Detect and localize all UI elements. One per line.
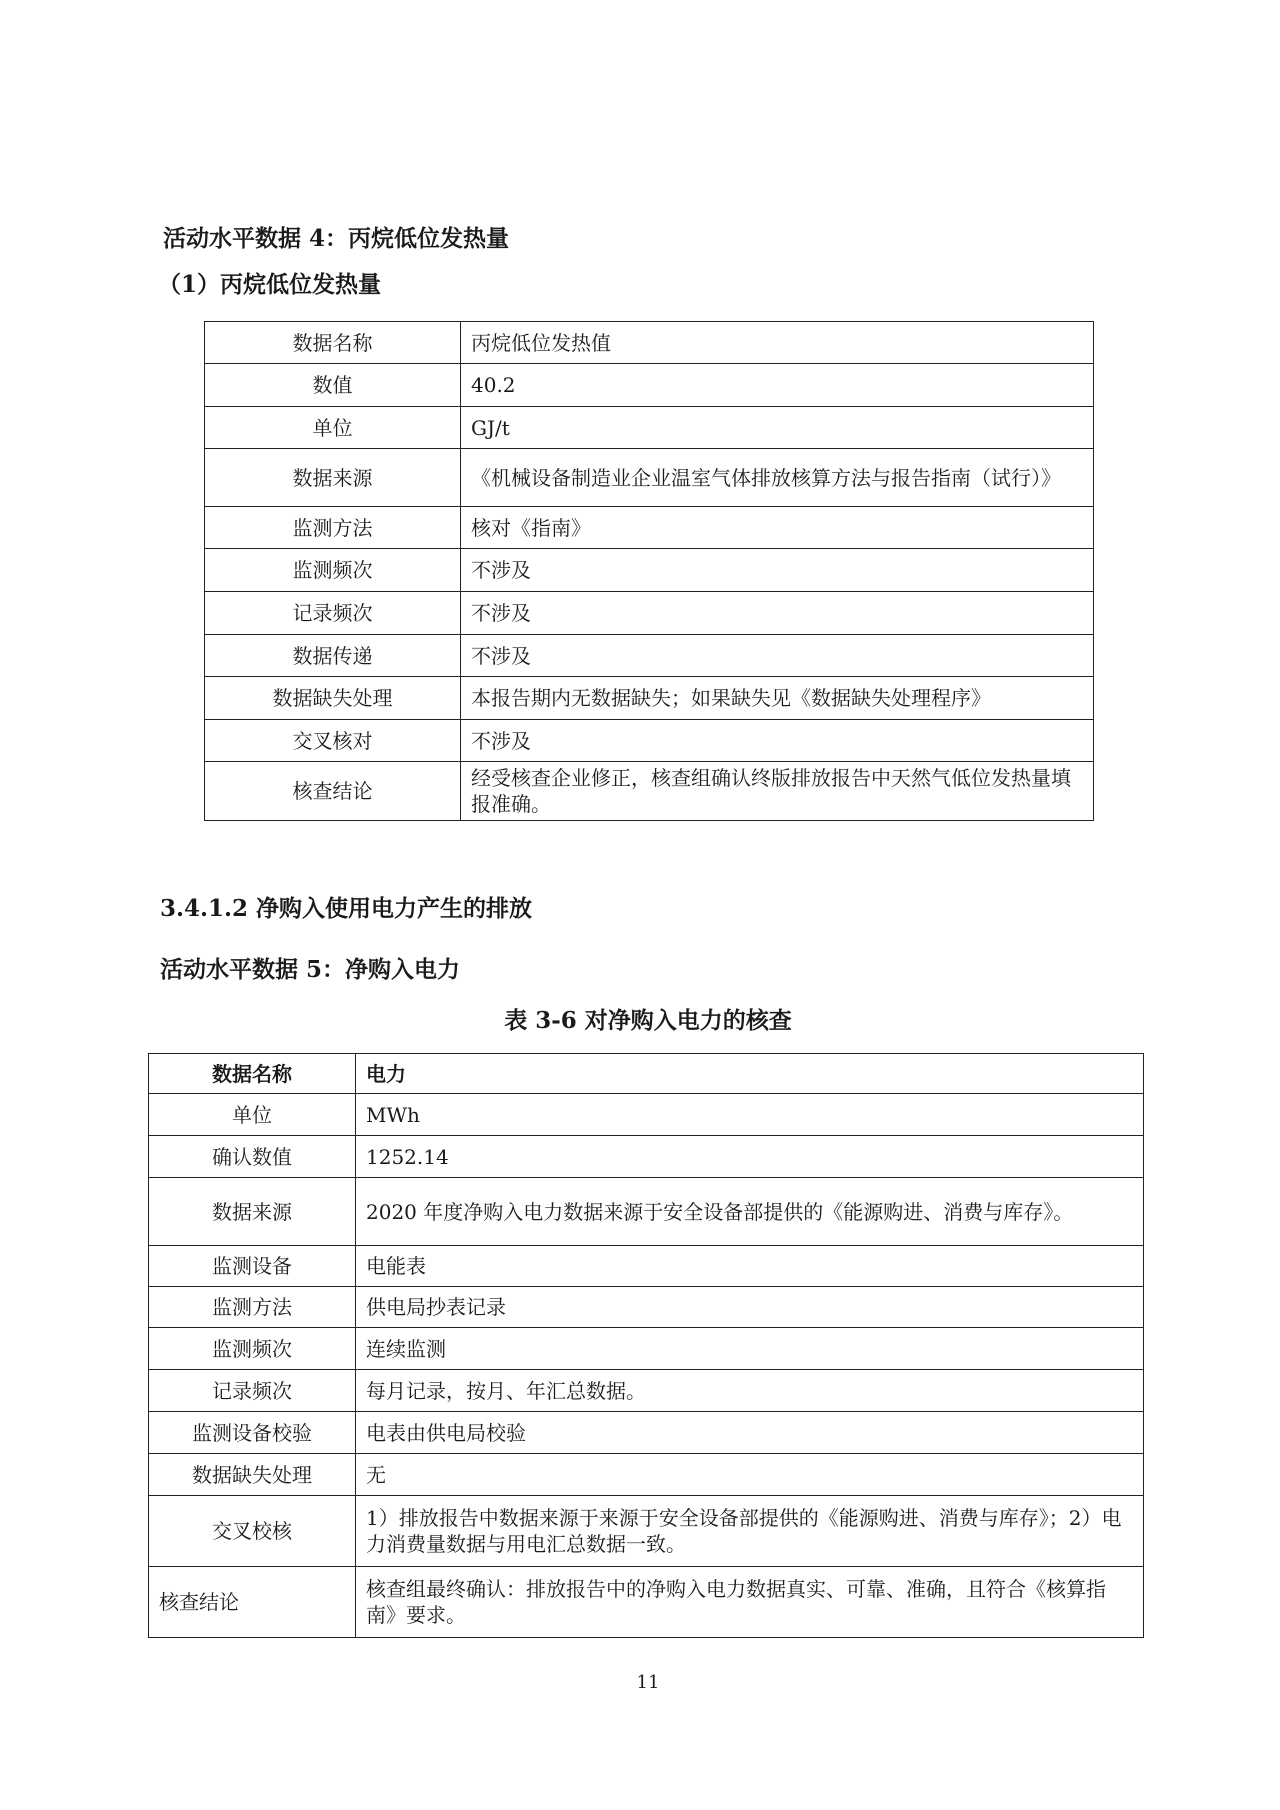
table-row bbox=[205, 322, 1094, 364]
table-row bbox=[149, 1328, 1144, 1370]
row-label: 单位 bbox=[149, 1094, 356, 1136]
row-value: 供电局抄表记录 bbox=[356, 1287, 1144, 1328]
row-label: 数据来源 bbox=[205, 449, 461, 507]
row-label: 监测频次 bbox=[149, 1328, 356, 1370]
table-caption: 表 3-6 对净购入电力的核查 bbox=[504, 1007, 792, 1034]
table-row bbox=[205, 364, 1094, 407]
row-value: 核查组最终确认：排放报告中的净购入电力数据真实、可靠、准确，且符合《核算指南》要求。 bbox=[356, 1567, 1144, 1638]
section-heading-activity-5: 活动水平数据 5：净购入电力 bbox=[160, 956, 461, 983]
row-label: 确认数值 bbox=[149, 1136, 356, 1178]
table-row bbox=[149, 1178, 1144, 1246]
row-label: 记录频次 bbox=[205, 592, 461, 635]
row-label: 数据缺失处理 bbox=[149, 1454, 356, 1496]
row-label: 核查结论 bbox=[205, 762, 461, 821]
table-row bbox=[205, 507, 1094, 549]
page-number: 11 bbox=[636, 1672, 660, 1693]
row-label: 数据名称 bbox=[205, 322, 461, 364]
table-row bbox=[149, 1287, 1144, 1328]
row-label: 数值 bbox=[205, 364, 461, 407]
table-row bbox=[205, 635, 1094, 677]
row-value: 经受核查企业修正，核查组确认终版排放报告中天然气低位发热量填报准确。 bbox=[461, 762, 1094, 821]
row-label: 数据名称 bbox=[149, 1054, 356, 1094]
row-label: 监测方法 bbox=[205, 507, 461, 549]
row-value: 无 bbox=[356, 1454, 1144, 1496]
row-value: 1252.14 bbox=[356, 1136, 1144, 1178]
table-row bbox=[205, 592, 1094, 635]
propane-heat-value-table bbox=[204, 321, 1094, 821]
row-label: 交叉校核 bbox=[149, 1496, 356, 1567]
row-value: 《机械设备制造业企业温室气体排放核算方法与报告指南（试行）》 bbox=[461, 449, 1094, 507]
row-value: 电表由供电局校验 bbox=[356, 1412, 1144, 1454]
table-row bbox=[149, 1246, 1144, 1287]
row-value: 核对《指南》 bbox=[461, 507, 1094, 549]
section-heading-3-4-1-2: 3.4.1.2 净购入使用电力产生的排放 bbox=[160, 895, 533, 922]
row-value: 不涉及 bbox=[461, 635, 1094, 677]
row-label: 数据传递 bbox=[205, 635, 461, 677]
row-value: GJ/t bbox=[461, 407, 1094, 449]
table-row bbox=[149, 1412, 1144, 1454]
row-value: 不涉及 bbox=[461, 549, 1094, 592]
row-value: 不涉及 bbox=[461, 592, 1094, 635]
table-row bbox=[149, 1454, 1144, 1496]
row-value: 1）排放报告中数据来源于来源于安全设备部提供的《能源购进、消费与库存》；2）电力消费量数据与用电汇总数据一致。 bbox=[356, 1496, 1144, 1567]
row-value: 2020 年度净购入电力数据来源于安全设备部提供的《能源购进、消费与库存》。 bbox=[356, 1178, 1144, 1246]
table-row bbox=[149, 1136, 1144, 1178]
table-row bbox=[205, 449, 1094, 507]
row-label: 数据缺失处理 bbox=[205, 677, 461, 720]
table-row bbox=[149, 1567, 1144, 1638]
row-value: 40.2 bbox=[461, 364, 1094, 407]
table-row bbox=[205, 549, 1094, 592]
net-purchased-electricity-table bbox=[148, 1053, 1144, 1638]
table-row bbox=[205, 677, 1094, 720]
row-label: 监测设备 bbox=[149, 1246, 356, 1287]
row-value: 不涉及 bbox=[461, 720, 1094, 762]
table-row bbox=[149, 1370, 1144, 1412]
row-label: 监测方法 bbox=[149, 1287, 356, 1328]
row-value: 连续监测 bbox=[356, 1328, 1144, 1370]
row-value: 丙烷低位发热值 bbox=[461, 322, 1094, 364]
table-row bbox=[205, 407, 1094, 449]
row-label: 核查结论 bbox=[149, 1567, 356, 1638]
row-label: 监测频次 bbox=[205, 549, 461, 592]
row-value: MWh bbox=[356, 1094, 1144, 1136]
row-value: 电力 bbox=[356, 1054, 1144, 1094]
section-heading-activity-4: 活动水平数据 4：丙烷低位发热量 bbox=[163, 225, 510, 252]
row-value: 每月记录，按月、年汇总数据。 bbox=[356, 1370, 1144, 1412]
table-row bbox=[205, 762, 1094, 821]
table-row bbox=[149, 1496, 1144, 1567]
row-value: 本报告期内无数据缺失；如果缺失见《数据缺失处理程序》 bbox=[461, 677, 1094, 720]
subheading-propane: （1）丙烷低位发热量 bbox=[158, 271, 382, 298]
row-label: 监测设备校验 bbox=[149, 1412, 356, 1454]
row-label: 数据来源 bbox=[149, 1178, 356, 1246]
row-label: 记录频次 bbox=[149, 1370, 356, 1412]
table-row bbox=[149, 1054, 1144, 1094]
row-label: 交叉核对 bbox=[205, 720, 461, 762]
table-row bbox=[205, 720, 1094, 762]
row-label: 单位 bbox=[205, 407, 461, 449]
row-value: 电能表 bbox=[356, 1246, 1144, 1287]
table-row bbox=[149, 1094, 1144, 1136]
